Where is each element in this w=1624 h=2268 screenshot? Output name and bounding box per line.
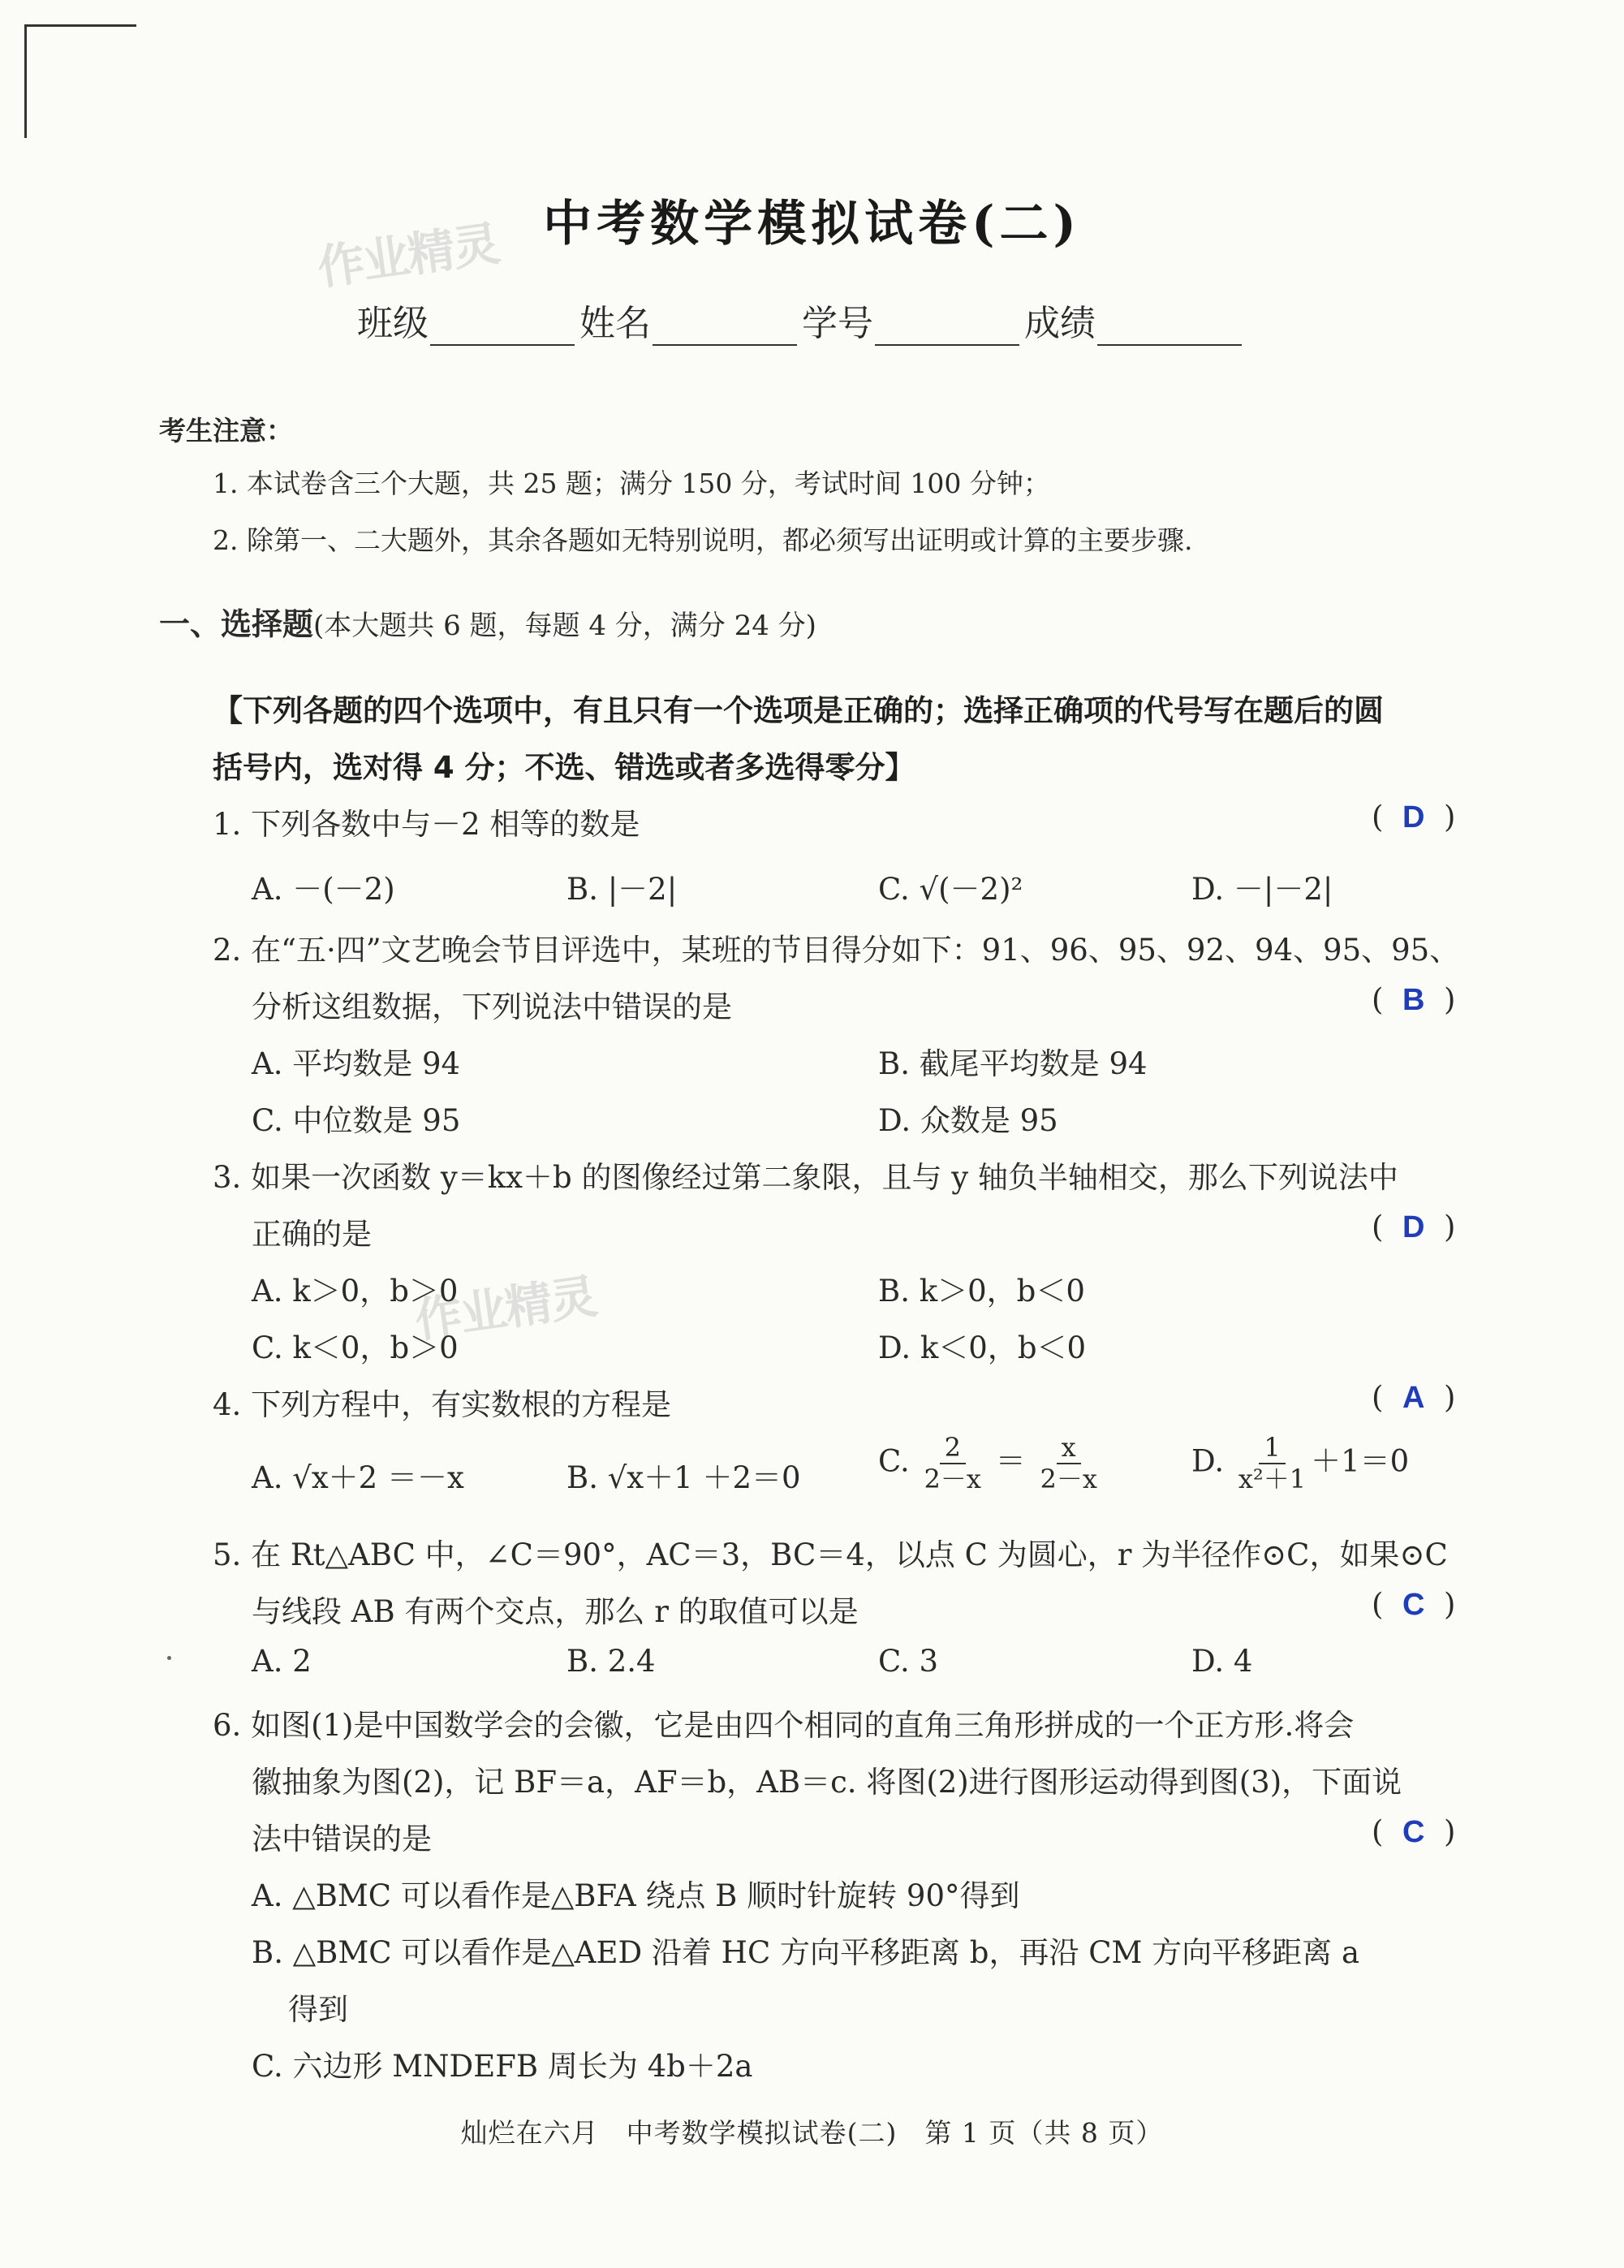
question-4-stem: 4. 下列方程中，有实数根的方程是 [213, 1387, 672, 1422]
field-score-blank [1097, 310, 1242, 346]
question-5-option-c: C. 3 [878, 1644, 939, 1679]
question-2-option-b: B. 截尾平均数是 94 [878, 1046, 1148, 1081]
field-id-blank [875, 310, 1019, 346]
watermark-middle: 作业精灵 [411, 1268, 600, 1349]
field-score-label: 成绩 [1024, 303, 1096, 344]
page-title: 中考数学模拟试卷(二) [543, 196, 1081, 252]
page-footer: 灿烂在六月 中考数学模拟试卷(二) 第 1 页（共 8 页） [460, 2117, 1164, 2149]
question-4-option-b: B. √x＋1 ＋2＝0 [566, 1460, 801, 1495]
question-6-option-a: A. △BMC 可以看作是△BFA 绕点 B 顺时针旋转 90°得到 [252, 1878, 1020, 1913]
instruction-line-1: 【下列各题的四个选项中，有且只有一个选项是正确的；选择正确项的代号写在题后的圆 [213, 693, 1384, 728]
question-1-option-a: A. －(－2) [252, 872, 395, 907]
question-6-stem-line-1: 6. 如图(1)是中国数学会的会徽，它是由四个相同的直角三角形拼成的一个正方形.将会 [213, 1708, 1355, 1743]
option-c-fraction-right: $\frac{x}{2-x}$ [1040, 1432, 1097, 1494]
watermark-top: 作业精灵 [314, 215, 502, 296]
question-2-option-c: C. 中位数是 95 [252, 1103, 461, 1138]
question-3-stem-line-2: 正确的是 [252, 1217, 372, 1252]
option-d-fraction: $\frac{1}{\text{x²＋1}}$ [1238, 1432, 1307, 1494]
question-2-stem-line-1: 2. 在“五·四”文艺晚会节目评选中，某班的节目得分如下：91、96、95、92、94、95、95、 [213, 933, 1460, 968]
question-3-option-d: D. k＜0，b＜0 [878, 1330, 1087, 1365]
corner-mark-horizontal [24, 24, 136, 27]
field-id-label: 学号 [802, 303, 873, 344]
question-4-option-d: D. $\frac{1}{\text{x²＋1}}$ ＋1＝0 [1191, 1432, 1410, 1494]
question-4-answer-bracket: ( A ) [1372, 1380, 1456, 1415]
question-6-stem-line-3: 法中错误的是 [252, 1822, 432, 1856]
field-name-blank [653, 310, 797, 346]
instruction-line-2: 括号内，选对得 4 分；不选、错选或者多选得零分】 [213, 750, 915, 785]
question-3-answer: D [1402, 1210, 1425, 1244]
question-2-answer: B [1402, 983, 1425, 1017]
notice-item-1: 1. 本试卷含三个大题，共 25 题；满分 150 分，考试时间 100 分钟； [213, 468, 1050, 499]
question-2-option-d: D. 众数是 95 [878, 1103, 1058, 1138]
question-5-option-b: B. 2.4 [566, 1644, 656, 1679]
corner-mark-vertical [24, 24, 27, 138]
question-1-stem: 1. 下列各数中与－2 相等的数是 [213, 807, 640, 842]
question-1-option-b: B. |－2| [566, 872, 678, 907]
question-5-option-d: D. 4 [1191, 1644, 1253, 1679]
question-1-answer-bracket: ( D ) [1372, 800, 1456, 834]
question-6-stem-line-2: 徽抽象为图(2)，记 BF＝a，AF＝b，AB＝c. 将图(2)进行图形运动得到图(3)，下面说 [252, 1765, 1402, 1800]
question-5-answer-bracket: ( C ) [1372, 1587, 1456, 1622]
question-4-option-a: A. √x＋2 ＝－x [252, 1460, 464, 1495]
question-6-option-c: C. 六边形 MNDEFB 周长为 4b＋2a [252, 2049, 753, 2084]
question-4-answer: A [1402, 1381, 1425, 1415]
question-1-option-c: C. √(－2)² [878, 872, 1023, 907]
question-5-stem-line-2: 与线段 AB 有两个交点，那么 r 的取值可以是 [252, 1594, 859, 1629]
question-4-option-c: C. $\frac{2}{2-x}$ ＝ $\frac{x}{2-x}$ [878, 1433, 1102, 1494]
field-name-label: 姓名 [579, 303, 651, 344]
question-3-option-b: B. k＞0，b＜0 [878, 1274, 1085, 1309]
question-3-option-a: A. k＞0，b＞0 [252, 1274, 459, 1309]
section-heading [159, 599, 816, 644]
question-6-answer: C [1402, 1815, 1425, 1849]
question-5-option-a: A. 2 [252, 1644, 312, 1679]
question-3-stem-line-1: 3. 如果一次函数 y＝kx＋b 的图像经过第二象限，且与 y 轴负半轴相交，那么下列说法中 [213, 1160, 1398, 1195]
question-1-answer: D [1402, 800, 1425, 834]
notice-item-2: 2. 除第一、二大题外，其余各题如无特别说明，都必须写出证明或计算的主要步骤. [213, 524, 1193, 556]
section-title: 一、选择题 [159, 606, 314, 642]
question-1-option-d: D. －|－2| [1191, 872, 1333, 907]
question-2-answer-bracket: ( B ) [1372, 982, 1456, 1017]
question-6-option-b: B. △BMC 可以看作是△AED 沿着 HC 方向平移距离 b，再沿 CM 方向平移距离 a [252, 1935, 1360, 1970]
field-class-blank [430, 310, 575, 346]
field-class-label: 班级 [357, 303, 429, 344]
question-2-stem-line-2: 分析这组数据，下列说法中错误的是 [252, 990, 732, 1024]
student-info-line [357, 294, 1247, 346]
scan-dot [167, 1656, 171, 1660]
question-5-answer: C [1402, 1588, 1425, 1622]
section-note: (本大题共 6 题，每题 4 分，满分 24 分) [313, 610, 816, 642]
question-5-stem-line-1: 5. 在 Rt△ABC 中，∠C＝90°，AC＝3，BC＝4，以点 C 为圆心，r 为半径作⊙C，如果⊙C [213, 1537, 1448, 1572]
question-6-answer-bracket: ( C ) [1372, 1814, 1456, 1849]
question-6-option-b-continued: 得到 [288, 1992, 348, 2027]
question-3-option-c: C. k＜0，b＞0 [252, 1330, 459, 1365]
option-c-fraction-left: $\frac{2}{2-x}$ [924, 1432, 981, 1494]
question-2-option-a: A. 平均数是 94 [252, 1046, 461, 1081]
question-3-answer-bracket: ( D ) [1372, 1209, 1456, 1244]
notice-heading: 考生注意： [159, 415, 293, 446]
